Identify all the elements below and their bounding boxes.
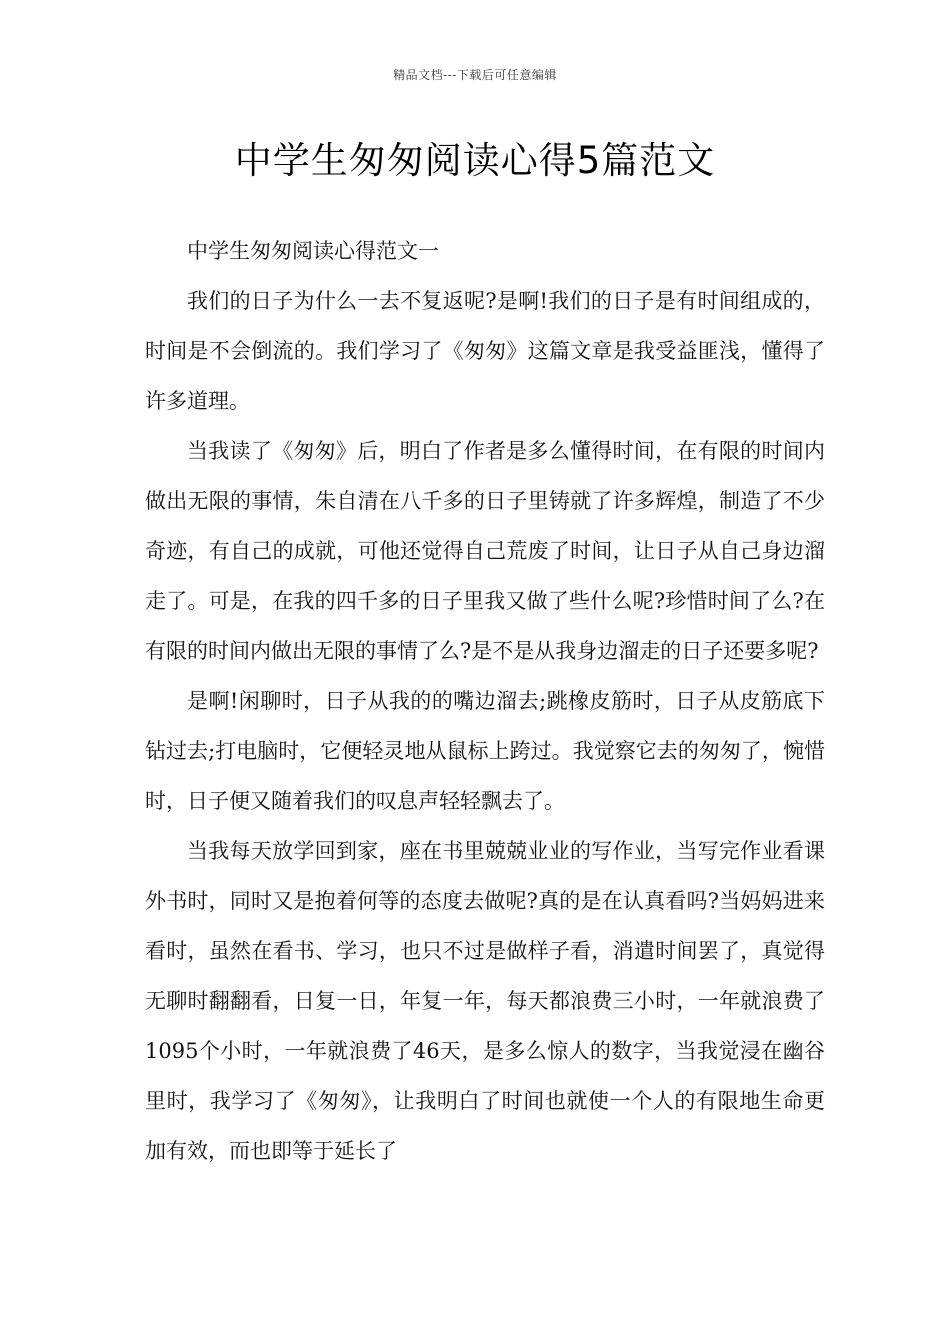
paragraph: 当我每天放学回到家，座在书里兢兢业业的写作业，当写完作业看课外书时，同时又是抱着何等的态度去做呢?真的是在认真看吗?当妈妈进来看时，虽然在看书、学习，也只不过是做样子看，消遣时间罢了，真觉得无聊时翻翻看，日复一日，年复一年，每天都浪费三小时，一年就浪费了1095个小时，一年就浪费了46天，是多么惊人的数字，当我觉浸在幽谷里时，我学习了《匆匆》，让我明白了时间也就使一个人的有限地生命更加有效，而也即等于延长了 (145, 839, 825, 1163)
paragraph: 是啊!闲聊时，日子从我的的嘴边溜去;跳橡皮筋时，日子从皮筋底下钻过去;打电脑时，它便轻灵地从鼠标上跨过。我觉察它去的匆匆了，惋惜时，日子便又随着我们的叹息声轻轻飘去了。 (145, 689, 825, 813)
section-heading: 中学生匆匆阅读心得范文一 (187, 239, 439, 263)
header-note: 精品文档---下载后可任意编辑 (393, 68, 557, 82)
paragraph: 我们的日子为什么一去不复返呢?是啊!我们的日子是有时间组成的，时间是不会倒流的。我们学习了《匆匆》这篇文章是我受益匪浅，懂得了许多道理。 (145, 289, 825, 413)
document-body (145, 226, 825, 1176)
paragraph: 当我读了《匆匆》后，明白了作者是多么懂得时间，在有限的时间内做出无限的事情，朱自清在八千多的日子里铸就了许多辉煌，制造了不少奇迹，有自己的成就，可他还觉得自己荒废了时间，让日子从自己身边溜走了。可是，在我的四千多的日子里我又做了些什么呢?珍惜时间了么?在有限的时间内做出无限的事情了么?是不是从我身边溜走的日子还要多呢? (145, 439, 825, 663)
document-title: 中学生匆匆阅读心得5篇范文 (234, 139, 716, 182)
